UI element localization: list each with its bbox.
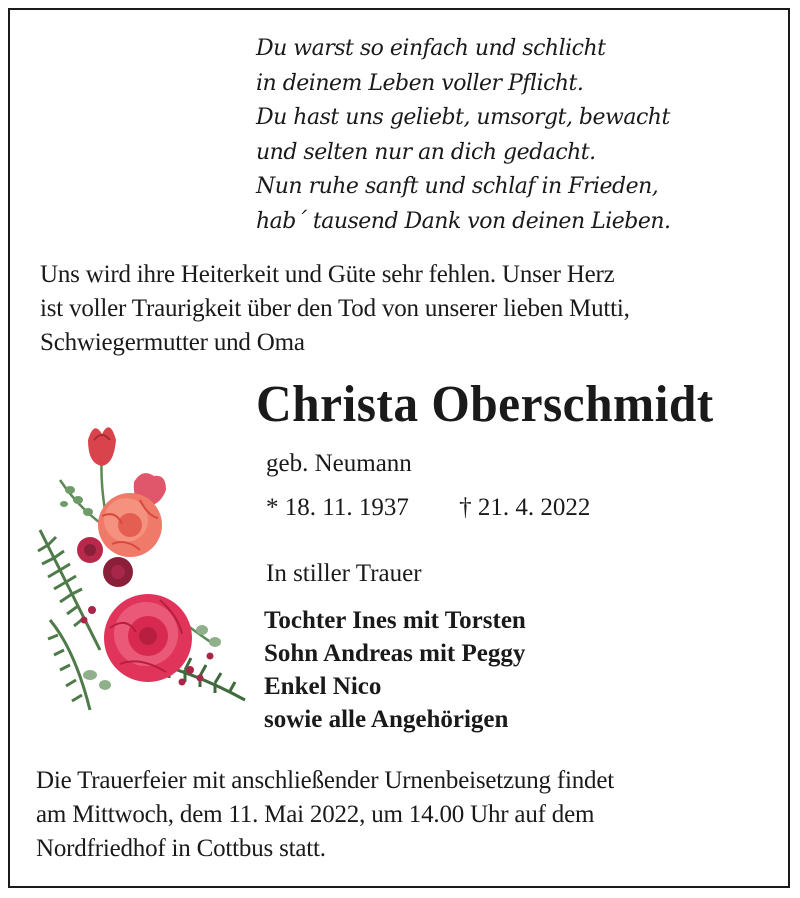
funeral-line: Nordfriedhof in Cottbus statt. (36, 835, 326, 862)
flower-bouquet-icon (30, 420, 250, 720)
poem-line: und selten nur an dich gedacht. (256, 139, 596, 165)
funeral-line: Die Trauerfeier mit anschließender Urnenbeisetzung findet (36, 767, 614, 794)
birth-date: * 18. 11. 1937 (266, 494, 409, 521)
intro-line: Schwiegermutter und Oma (40, 329, 305, 356)
death-date: † 21. 4. 2022 (459, 494, 591, 521)
funeral-line: am Mittwoch, dem 11. Mai 2022, um 14.00 Uhr auf dem (36, 801, 595, 828)
poem-line: hab´ tausend Dank von deinen Lieben. (256, 208, 671, 234)
family-member: Enkel Nico (264, 673, 382, 700)
mourning-line: In stiller Trauer (266, 560, 422, 587)
born-name: geb. Neumann (266, 450, 412, 477)
family-member: Tochter Ines mit Torsten (264, 607, 526, 634)
intro-line: ist voller Traurigkeit über den Tod von unserer lieben Mutti, (40, 295, 630, 322)
poem (256, 32, 671, 239)
poem-line: Nun ruhe sanft und schlaf in Frieden, (256, 174, 659, 199)
family-member: sowie alle Angehörigen (264, 706, 509, 733)
life-dates (266, 494, 590, 522)
intro-text (40, 258, 780, 360)
family-member: Sohn Andreas mit Peggy (264, 640, 526, 667)
poem-line: Du hast uns geliebt, umsorgt, bewacht (256, 105, 670, 130)
funeral-info (36, 764, 786, 866)
intro-line: Uns wird ihre Heiterkeit und Güte sehr fehlen. Unser Herz (40, 261, 615, 288)
tulip-icon (88, 427, 116, 466)
rose-icon (104, 594, 192, 682)
family-list (264, 604, 526, 736)
carnation-icon (98, 493, 162, 557)
deceased-name: Christa Oberschmidt (256, 376, 714, 433)
poem-line: in deinem Leben voller Pflicht. (256, 70, 584, 96)
poem-line: Du warst so einfach und schlicht (256, 36, 606, 61)
